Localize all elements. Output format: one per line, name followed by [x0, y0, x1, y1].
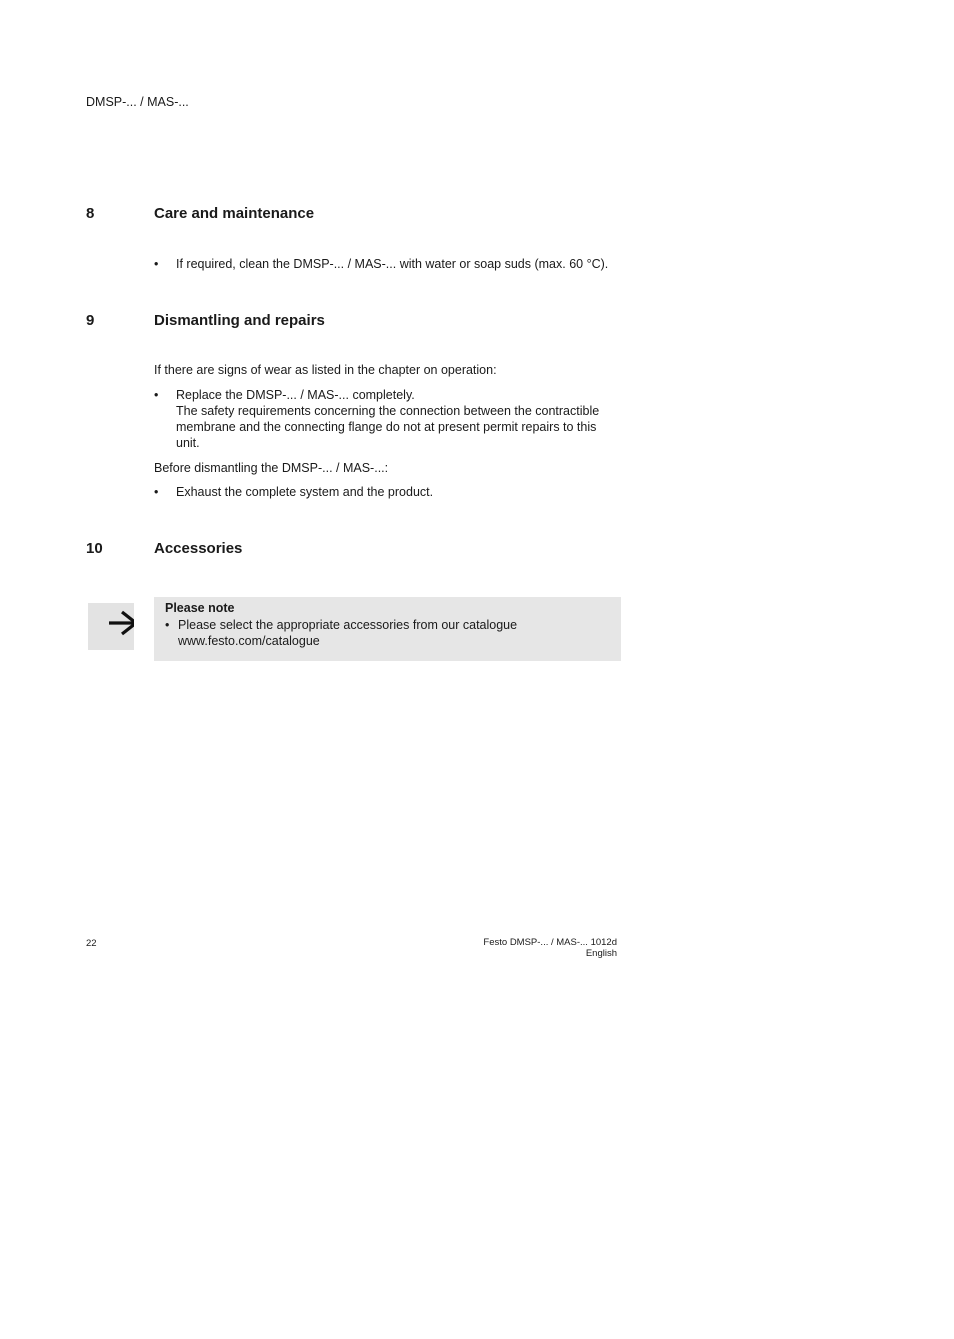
note-icon-box	[88, 603, 134, 650]
section-9-before: Before dismantling the DMSP-... / MAS-...:	[154, 461, 389, 475]
page-number: 22	[86, 938, 97, 949]
note-box	[154, 597, 621, 661]
running-header: DMSP-... / MAS-...	[86, 95, 189, 109]
note-heading: Please note	[165, 601, 235, 615]
list-item	[154, 256, 636, 272]
list-item-text: Exhaust the complete system and the product.	[176, 485, 434, 499]
bullet-icon: •	[154, 257, 159, 271]
note-list-item-text	[178, 617, 517, 649]
list-item	[154, 387, 616, 451]
bullet-icon: •	[165, 618, 170, 632]
arrow-right-icon	[88, 603, 134, 650]
list-item	[154, 484, 616, 500]
section-8-number: 8	[86, 205, 95, 222]
list-item-detail: The safety requirements concerning the connection between the contractible membrane and the connecting flange do not at present permit repairs to this unit.	[176, 404, 600, 450]
note-text: Please select the appropriate accessories from our catalogue	[178, 618, 518, 632]
list-item-text	[176, 387, 616, 451]
section-9-number: 9	[86, 312, 95, 329]
note-list-item	[165, 617, 517, 649]
footer-doc-ref: Festo DMSP-... / MAS-... 1012d English	[483, 937, 617, 959]
section-9-title: Dismantling and repairs	[154, 312, 325, 329]
section-9-intro: If there are signs of wear as listed in the chapter on operation:	[154, 363, 497, 377]
list-item-text: If required, clean the DMSP-... / MAS-... with water or soap suds (max. 60 °C).	[176, 257, 609, 271]
section-8-title: Care and maintenance	[154, 205, 315, 222]
section-10-title: Accessories	[154, 540, 243, 557]
list-item-line: Replace the DMSP-... / MAS-... completely.	[176, 388, 415, 402]
bullet-icon: •	[154, 485, 159, 499]
bullet-icon: •	[154, 388, 159, 402]
catalogue-link[interactable]: www.festo.com/catalogue	[178, 634, 320, 648]
section-10-number: 10	[86, 540, 103, 557]
